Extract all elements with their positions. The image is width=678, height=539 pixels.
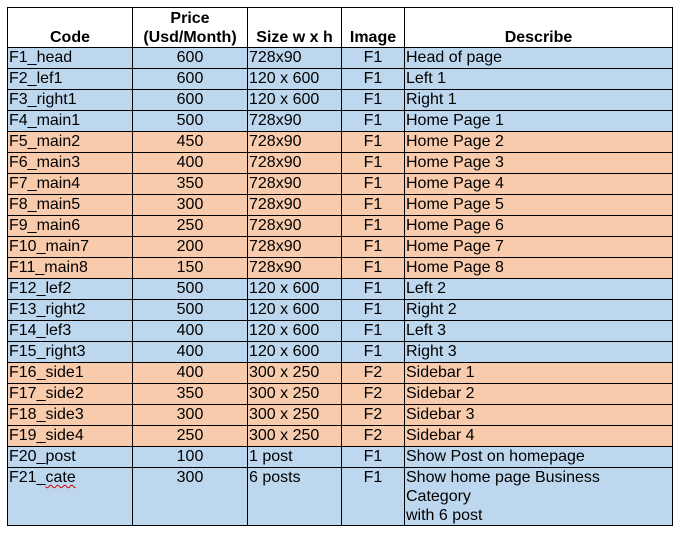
cell-size: 120 x 600 (248, 300, 342, 321)
table-row (8, 468, 673, 526)
cell-price: 300 (133, 405, 248, 426)
cell-size: 728x90 (248, 48, 342, 69)
cell-size: 120 x 600 (248, 69, 342, 90)
cell-code: F6_main3 (8, 153, 133, 174)
cell-image: F1 (342, 300, 405, 321)
header-image: Image (342, 8, 405, 48)
cell-price: 400 (133, 363, 248, 384)
cell-code (8, 468, 133, 526)
table-row (8, 321, 673, 342)
cell-code: F11_main8 (8, 258, 133, 279)
cell-code: F4_main1 (8, 111, 133, 132)
cell-image: F1 (342, 468, 405, 526)
cell-image: F1 (342, 153, 405, 174)
cell-describe: Left 1 (405, 69, 673, 90)
cell-describe: Left 3 (405, 321, 673, 342)
cell-describe: Sidebar 1 (405, 363, 673, 384)
cell-code: F1_head (8, 48, 133, 69)
cell-size: 300 x 250 (248, 405, 342, 426)
cell-code: F17_side2 (8, 384, 133, 405)
cell-describe-line1: Show home page Business (406, 469, 600, 486)
table-row (8, 279, 673, 300)
cell-price: 100 (133, 447, 248, 468)
cell-describe: Home Page 3 (405, 153, 673, 174)
cell-code: F9_main6 (8, 216, 133, 237)
cell-size: 728x90 (248, 216, 342, 237)
cell-image: F1 (342, 195, 405, 216)
cell-price: 250 (133, 216, 248, 237)
cell-describe: Show Post on homepage (405, 447, 673, 468)
cell-code: F20_post (8, 447, 133, 468)
cell-code: F7_main4 (8, 174, 133, 195)
cell-describe-line2: Category (406, 488, 471, 505)
table-row (8, 237, 673, 258)
cell-describe: Sidebar 3 (405, 405, 673, 426)
cell-price: 600 (133, 69, 248, 90)
cell-describe: Left 2 (405, 279, 673, 300)
cell-image: F1 (342, 69, 405, 90)
cell-code-prefix: F21_ (9, 469, 46, 486)
table-row (8, 90, 673, 111)
table-row (8, 153, 673, 174)
table-row (8, 300, 673, 321)
cell-image: F2 (342, 426, 405, 447)
cell-size: 728x90 (248, 174, 342, 195)
table-row (8, 132, 673, 153)
cell-describe-line3: with 6 post (406, 507, 483, 524)
cell-image: F1 (342, 174, 405, 195)
cell-describe (405, 468, 673, 526)
cell-size: 6 posts (248, 468, 342, 526)
cell-price: 300 (133, 468, 248, 526)
header-describe: Describe (405, 8, 673, 48)
cell-size: 120 x 600 (248, 90, 342, 111)
table-row (8, 363, 673, 384)
cell-image: F1 (342, 342, 405, 363)
cell-size: 728x90 (248, 237, 342, 258)
cell-size: 300 x 250 (248, 363, 342, 384)
header-code: Code (8, 8, 133, 48)
cell-price: 600 (133, 48, 248, 69)
cell-price: 250 (133, 426, 248, 447)
cell-price: 400 (133, 153, 248, 174)
cell-size: 728x90 (248, 153, 342, 174)
cell-code: F14_lef3 (8, 321, 133, 342)
cell-size: 300 x 250 (248, 384, 342, 405)
cell-code: F2_lef1 (8, 69, 133, 90)
table-row (8, 48, 673, 69)
cell-size: 728x90 (248, 258, 342, 279)
cell-code: F5_main2 (8, 132, 133, 153)
table-row (8, 258, 673, 279)
cell-describe: Home Page 5 (405, 195, 673, 216)
table-row (8, 447, 673, 468)
cell-code: F16_side1 (8, 363, 133, 384)
header-row (8, 8, 673, 48)
cell-price: 500 (133, 279, 248, 300)
table-row (8, 216, 673, 237)
cell-describe: Right 1 (405, 90, 673, 111)
cell-describe: Right 3 (405, 342, 673, 363)
cell-image: F1 (342, 279, 405, 300)
table-row (8, 384, 673, 405)
cell-describe: Head of page (405, 48, 673, 69)
table-row (8, 174, 673, 195)
cell-price: 450 (133, 132, 248, 153)
cell-describe: Home Page 1 (405, 111, 673, 132)
cell-describe: Home Page 2 (405, 132, 673, 153)
cell-price: 400 (133, 321, 248, 342)
header-size: Size w x h (248, 8, 342, 48)
cell-price: 300 (133, 195, 248, 216)
table-row (8, 69, 673, 90)
cell-describe: Sidebar 2 (405, 384, 673, 405)
cell-image: F1 (342, 321, 405, 342)
cell-price: 500 (133, 111, 248, 132)
cell-code: F8_main5 (8, 195, 133, 216)
cell-price: 350 (133, 384, 248, 405)
cell-describe: Home Page 7 (405, 237, 673, 258)
header-price (133, 8, 248, 48)
table-row (8, 426, 673, 447)
cell-size: 728x90 (248, 195, 342, 216)
cell-describe: Home Page 4 (405, 174, 673, 195)
cell-image: F1 (342, 111, 405, 132)
cell-image: F2 (342, 405, 405, 426)
cell-image: F1 (342, 48, 405, 69)
cell-image: F1 (342, 90, 405, 111)
table-body (8, 48, 673, 526)
cell-code: F12_lef2 (8, 279, 133, 300)
cell-price: 200 (133, 237, 248, 258)
cell-price: 600 (133, 90, 248, 111)
cell-image: F1 (342, 132, 405, 153)
table-row (8, 111, 673, 132)
cell-image: F1 (342, 258, 405, 279)
table-row (8, 342, 673, 363)
cell-code: F13_right2 (8, 300, 133, 321)
table-row (8, 195, 673, 216)
cell-size: 120 x 600 (248, 321, 342, 342)
header-price-line2: (Usd/Month) (143, 29, 237, 46)
cell-size: 120 x 600 (248, 279, 342, 300)
cell-size: 728x90 (248, 132, 342, 153)
cell-code: F18_side3 (8, 405, 133, 426)
table-row (8, 405, 673, 426)
cell-describe: Home Page 8 (405, 258, 673, 279)
ad-price-table (7, 7, 673, 526)
cell-price: 350 (133, 174, 248, 195)
cell-describe: Home Page 6 (405, 216, 673, 237)
cell-size: 1 post (248, 447, 342, 468)
cell-describe: Right 2 (405, 300, 673, 321)
cell-size: 728x90 (248, 111, 342, 132)
header-price-line1: Price (170, 10, 210, 27)
cell-code: F3_right1 (8, 90, 133, 111)
cell-image: F1 (342, 216, 405, 237)
cell-size: 300 x 250 (248, 426, 342, 447)
cell-price: 400 (133, 342, 248, 363)
cell-describe: Sidebar 4 (405, 426, 673, 447)
cell-image: F1 (342, 447, 405, 468)
cell-image: F2 (342, 384, 405, 405)
cell-code: F19_side4 (8, 426, 133, 447)
cell-price: 500 (133, 300, 248, 321)
cell-code-misspelled: cate (45, 469, 76, 486)
cell-image: F1 (342, 237, 405, 258)
cell-image: F2 (342, 363, 405, 384)
cell-code: F15_right3 (8, 342, 133, 363)
cell-code: F10_main7 (8, 237, 133, 258)
cell-size: 120 x 600 (248, 342, 342, 363)
cell-price: 150 (133, 258, 248, 279)
